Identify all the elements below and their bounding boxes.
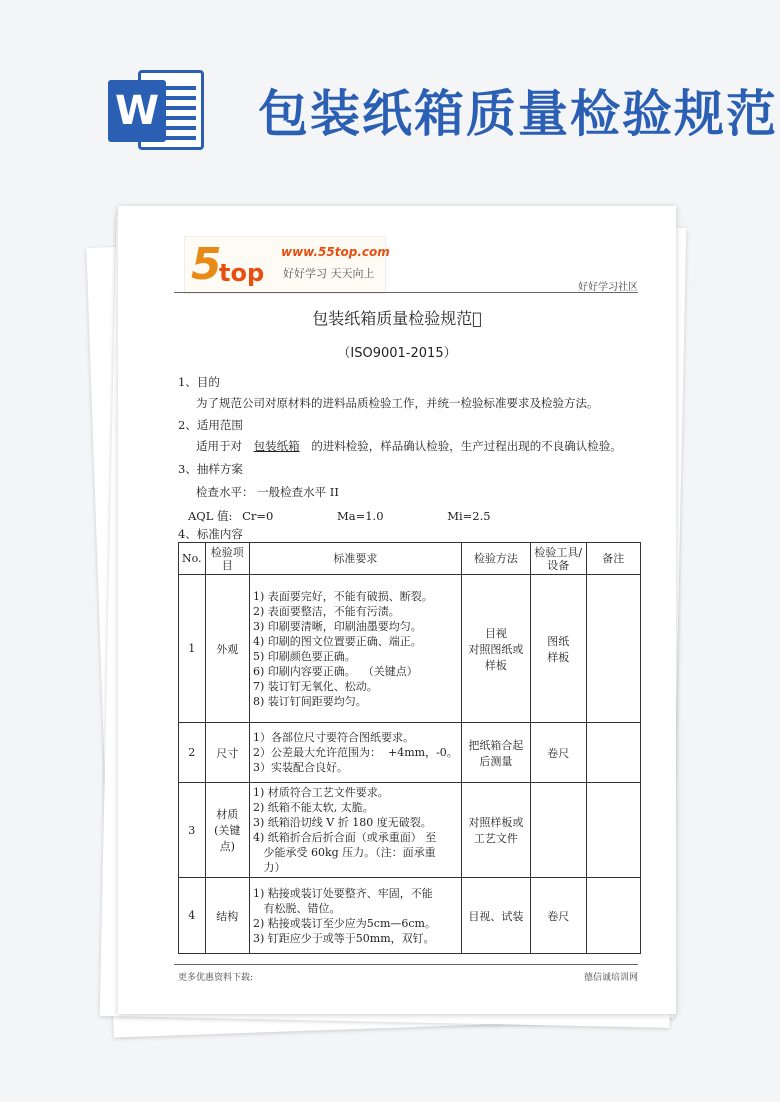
cell-item: 材质 (关键 点)	[205, 783, 249, 878]
cell-note	[586, 723, 640, 783]
requirement-line: 3) 纸箱沿切线 V 折 180 度无破裂。	[253, 816, 432, 829]
requirement-line: 4) 印刷的图文位置要正确、端正。	[253, 634, 422, 648]
cell-requirements	[250, 878, 462, 954]
requirement-line: 有松脱、错位。	[253, 901, 341, 915]
cell-requirements	[250, 783, 462, 878]
banner	[0, 0, 780, 190]
section-1-text: 为了规范公司对原材料的进料品质检验工作，并统一检验标准要求及检验方法。	[196, 396, 599, 410]
cell-item: 尺寸	[205, 723, 249, 783]
section-3-level: 检查水平： 一般检查水平 II	[196, 485, 339, 499]
requirement-line: 1) 材质符合工艺文件要求。	[253, 786, 389, 799]
logo-digit: 5	[191, 239, 222, 290]
section-4-heading: 4、标准内容	[178, 527, 243, 541]
cell-method: 对照样板或 工艺文件	[461, 783, 530, 878]
header-no: No.	[179, 543, 206, 575]
cell-tool: 卷尺	[530, 878, 586, 954]
footer-divider	[174, 964, 638, 965]
aql-ma: Ma=1.0	[336, 509, 384, 523]
header-right-text: 好好学习社区	[578, 282, 638, 293]
requirement-line: 2) 表面要整洁，不能有污渍。	[253, 604, 400, 618]
cell-tool: 卷尺	[530, 723, 586, 783]
document-subtitle: （ISO9001-2015）	[337, 346, 457, 361]
header-method: 检验方法	[461, 543, 530, 575]
banner-title: 包装纸箱质量检验规范	[258, 85, 778, 143]
aql-mi: Mi=2.5	[447, 509, 491, 523]
requirement-line: 3) 钉距应少于或等于50mm，双钉。	[253, 931, 435, 945]
inspection-standard-table	[178, 542, 641, 954]
cell-note	[586, 878, 640, 954]
section-2-text-pre: 适用于对	[196, 439, 242, 453]
requirement-line: 3）实装配合良好。	[253, 761, 348, 774]
requirement-line: 1）各部位尺寸要符合图纸要求。	[253, 731, 414, 744]
cell-note	[586, 575, 640, 723]
logo-slogan: 好好学习 天天向上	[283, 267, 375, 280]
requirement-line: 少能承受 60kg 压力。（注：面承重	[253, 846, 436, 859]
requirement-line: 2) 纸箱不能太软, 太脆。	[253, 801, 374, 814]
aql-label: AQL 值:	[188, 509, 233, 523]
cell-tool: 图纸 样板	[530, 575, 586, 723]
section-2-heading: 2、适用范围	[178, 418, 243, 432]
site-logo	[184, 236, 390, 294]
header-item: 检验项目	[205, 543, 249, 575]
section-3-heading: 3、抽样方案	[178, 462, 243, 476]
footer-right-text: 德信诚培训网	[583, 973, 638, 983]
requirement-line: 力）	[253, 861, 286, 874]
requirement-line: 3) 印刷要清晰，印刷油墨要均匀。	[253, 619, 422, 633]
cell-requirements	[250, 575, 462, 723]
table-row	[179, 723, 641, 783]
logo-word: top	[219, 259, 265, 287]
table-row	[179, 575, 641, 723]
word-icon-letter: W	[108, 80, 166, 142]
requirement-line: 5) 印刷颜色要正确。	[253, 649, 356, 663]
requirement-line: 2) 粘接或装订至少应为5cm—6cm。	[253, 916, 436, 930]
header-tool: 检验工具/设备	[530, 543, 586, 575]
requirement-line: 1) 粘接或装订处要整齐、牢固，不能	[253, 886, 433, 900]
aql-cr: Cr=0	[242, 509, 274, 523]
logo-url: www.55top.com	[281, 245, 390, 259]
cell-no: 3	[179, 783, 206, 878]
cell-item: 外观	[205, 575, 249, 723]
section-2-text-item: 包装纸箱	[253, 439, 300, 453]
requirement-line: 8) 装订钉间距要均匀。	[253, 694, 367, 708]
requirement-line: 6) 印刷内容要正确。 （关键点）	[253, 664, 418, 678]
requirement-line: 7) 装订钉无氧化、松动。	[253, 679, 378, 693]
cell-method: 目视、试装	[461, 878, 530, 954]
footer-left-text: 更多优惠资料下载:	[178, 973, 254, 983]
cell-no: 1	[179, 575, 206, 723]
table-row	[179, 783, 641, 878]
header-req: 标准要求	[250, 543, 462, 575]
header-divider	[174, 292, 638, 293]
cell-requirements	[250, 723, 462, 783]
section-1-heading: 1、目的	[178, 375, 220, 389]
document-title: 包装纸箱质量检验规范 	[312, 309, 482, 328]
cell-no: 2	[179, 723, 206, 783]
section-2-text-post: 的进料检验，样品确认检验，生产过程出现的不良确认检验。	[311, 439, 622, 453]
cell-no: 4	[179, 878, 206, 954]
cell-method: 目视 对照图纸或 样板	[461, 575, 530, 723]
section-3-aql	[188, 508, 491, 524]
cell-tool	[530, 783, 586, 878]
cell-method: 把纸箱合起 后测量	[461, 723, 530, 783]
cell-item: 结构	[205, 878, 249, 954]
section-2-text	[196, 438, 622, 454]
word-document-icon	[108, 66, 204, 154]
table-row	[179, 878, 641, 954]
document-page	[118, 206, 676, 1014]
cell-note	[586, 783, 640, 878]
requirement-line: 4) 纸箱折合后折合面（或承重面） 至	[253, 831, 437, 844]
header-note: 备注	[586, 543, 640, 575]
requirement-line: 2）公差最大允许范围为： +4mm，-0。	[253, 746, 458, 759]
requirement-line: 1) 表面要完好，不能有破损、断裂。	[253, 589, 433, 603]
